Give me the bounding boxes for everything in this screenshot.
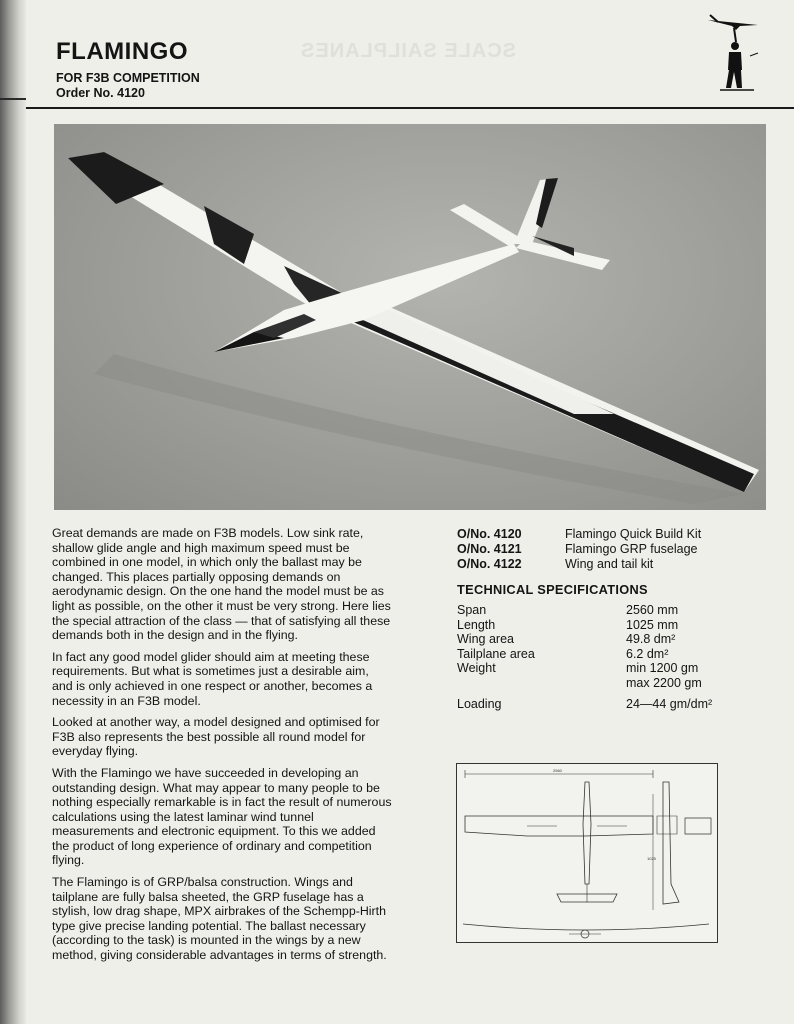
spec-label: Span xyxy=(457,603,487,617)
spec-label xyxy=(457,676,626,691)
order-desc: Flamingo Quick Build Kit xyxy=(565,527,702,541)
book-spine xyxy=(0,0,26,1024)
pilot-launch-icon xyxy=(700,6,764,92)
spec-value: min 1200 gm xyxy=(626,661,699,676)
spec-label: Loading xyxy=(457,696,502,711)
spec-label: Wing area xyxy=(457,632,514,647)
order-number: Order No. 4120 xyxy=(56,86,145,100)
spec-row xyxy=(457,697,766,712)
glider-photo xyxy=(54,124,766,510)
spec-row xyxy=(457,618,766,633)
description-text xyxy=(52,526,392,970)
paragraph: Great demands are made on F3B models. Low sink rate, shallow glide angle and high maximum speed must be combined in one model, in which only the ballast may be changed. This places partially opposing demands on aerodynamic design. On the one hand the model must be as light as possible, on the other it must be very strong. Here lies the special attraction of the class — that of satisfying all these demands both in the design and in the flying. xyxy=(52,526,391,643)
order-row xyxy=(457,527,701,542)
spec-value: 2560 mm xyxy=(626,603,679,617)
specs-heading: TECHNICAL SPECIFICATIONS xyxy=(457,582,648,597)
order-row xyxy=(457,557,701,572)
order-no: O/No. 4121 xyxy=(457,542,522,556)
page-title: FLAMINGO xyxy=(56,38,188,65)
order-row xyxy=(457,542,701,557)
order-desc: Flamingo GRP fuselage xyxy=(565,542,698,556)
paragraph: With the Flamingo we have succeeded in developing an outstanding design. What may appear to many people to be nothing especially remarkable is in fact the result of numerous calculations using the latest laminar wind tunnel measurements and electronic equipment. To this we added the product of long experience of ordinary and competition flying. xyxy=(52,765,392,868)
order-list xyxy=(457,527,701,572)
page-subtitle: FOR F3B COMPETITION xyxy=(56,71,200,85)
spec-row xyxy=(457,647,766,662)
order-no: O/No. 4122 xyxy=(457,557,522,571)
span-dimension-label: 2560 xyxy=(553,768,562,773)
spec-label: Tailplane area xyxy=(457,646,535,661)
page-header xyxy=(56,38,200,101)
spec-row xyxy=(457,603,766,618)
spec-row xyxy=(457,676,766,691)
length-dimension-label: 1025 xyxy=(647,856,656,861)
spec-label: Length xyxy=(457,617,496,632)
order-desc: Wing and tail kit xyxy=(565,557,654,571)
specs-table xyxy=(457,603,766,711)
paragraph: The Flamingo is of GRP/balsa construction. Wings and tailplane are fully balsa sheeted, the GRP fuselage has a stylish, low drag shape, MPX airbrakes of the Schempp-Hirth type give precise landing potential. The ballast necessary (according to the task) is mounted in the wings by a new method, giving considerable advantages in terms of strength. xyxy=(52,875,387,963)
spec-value: 49.8 dm² xyxy=(626,632,676,647)
three-view-drawing xyxy=(456,763,718,943)
spec-value: 24—44 gm/dm² xyxy=(626,696,713,711)
spec-value: 1025 mm xyxy=(626,617,679,632)
spec-label: Weight xyxy=(457,661,496,676)
order-no: O/No. 4120 xyxy=(457,527,522,541)
show-through-text: SCALE SAILPLANES xyxy=(300,40,517,62)
header-rule xyxy=(26,107,794,109)
spec-value: 6.2 dm² xyxy=(626,646,669,661)
spec-row xyxy=(457,632,766,647)
paragraph: Looked at another way, a model designed and optimised for F3B also represents the best possible all round model for everyday flying. xyxy=(52,715,380,759)
spine-mark xyxy=(0,98,26,100)
spec-value: max 2200 gm xyxy=(626,675,702,690)
paragraph: In fact any good model glider should aim at meeting these requirements. But what is sometimes just a desirable aim, and is only achieved in one respect or another, becomes a necessity in an F3B model. xyxy=(52,649,373,708)
spec-row xyxy=(457,661,766,676)
